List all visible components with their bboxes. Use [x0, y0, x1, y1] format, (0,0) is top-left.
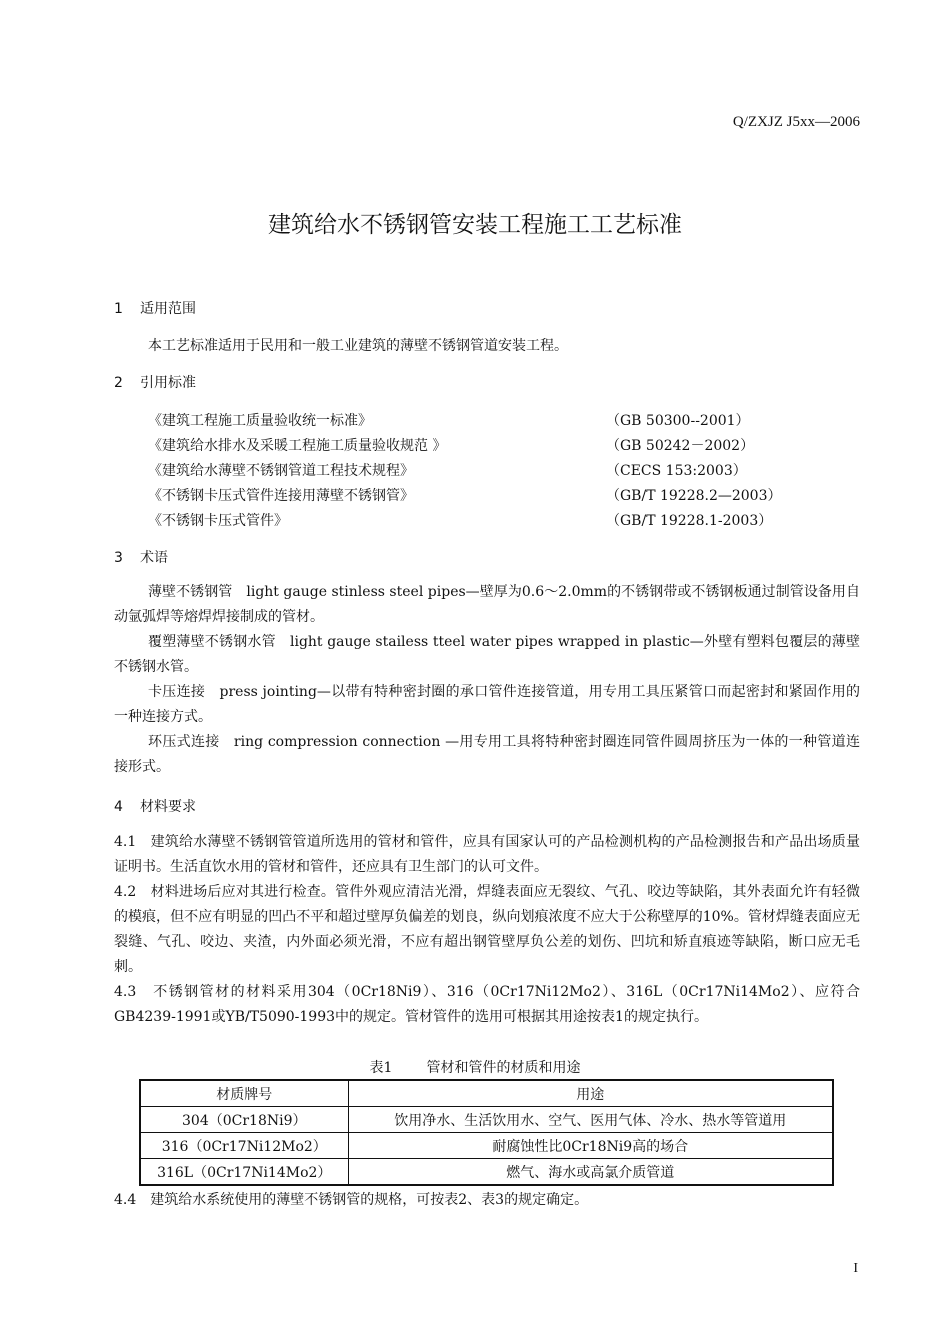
term-definition: 卡压连接 press jointing—以带有特种密封圈的承口管件连接管道，用专用工具压紧管口而起密封和紧固作用的一种连接方式。 — [114, 684, 860, 725]
term-definition: 环压式连接 ring compression connection —用专用工具将特种密封圈连同管件圆周挤压为一体的一种管道连接形式。 — [114, 734, 860, 775]
reference-code: （GB/T 19228.1-2003） — [606, 513, 773, 529]
table-row — [140, 1133, 833, 1159]
reference-code: （CECS 153:2003） — [606, 463, 747, 479]
reference-name: 《建筑工程施工质量验收统一标准》 — [148, 413, 372, 429]
section-3-heading — [114, 547, 168, 567]
clause-4-1: 4.1 建筑给水薄壁不锈钢管管道所选用的管材和管件，应具有国家认可的产品检测机构的产品检测报告和产品出场质量证明书。生活直饮水用的管材和管件，还应具有卫生部门的认可文件。 — [114, 834, 860, 875]
section-title: 术语 — [140, 550, 168, 566]
reference-code: （GB 50300--2001） — [606, 413, 750, 429]
materials-table — [139, 1079, 834, 1186]
section-number: 1 — [114, 301, 123, 317]
table-row — [140, 1159, 833, 1186]
reference-name: 《建筑给水薄壁不锈钢管道工程技术规程》 — [148, 463, 414, 479]
section-title: 材料要求 — [140, 799, 196, 815]
section-title: 引用标准 — [140, 375, 196, 391]
page-number: I — [853, 1261, 858, 1276]
section-number: 2 — [114, 375, 123, 391]
reference-name: 《不锈钢卡压式管件连接用薄壁不锈钢管》 — [148, 488, 414, 504]
table-cell: 316（0Cr17Ni12Mo2） — [140, 1133, 348, 1159]
term-definition: 薄壁不锈钢管 light gauge stinless steel pipes—壁厚为0.6～2.0mm的不锈钢带或不锈钢板通过制管设备用自动氩弧焊等熔焊焊接制成的管材。 — [114, 584, 860, 625]
section-title: 适用范围 — [140, 301, 196, 317]
table-header-cell: 材质牌号 — [140, 1080, 348, 1107]
table-cell: 耐腐蚀性比0Cr18Ni9高的场合 — [348, 1133, 833, 1159]
reference-code: （GB/T 19228.2—2003） — [606, 488, 782, 504]
clause-4-3: 4.3 不锈钢管材的材料采用304（0Cr18Ni9）、316（0Cr17Ni12Mo2）、316L（0Cr17Ni14Mo2）、应符合GB4239-1991或YB/T5090-1993中的规定。管材管件的选用可根据其用途按表1的规定执行。 — [114, 984, 860, 1025]
table-header-cell: 用途 — [348, 1080, 833, 1107]
table-cell: 饮用净水、生活饮用水、空气、医用气体、冷水、热水等管道用 — [348, 1107, 833, 1133]
table-caption — [0, 1057, 950, 1077]
table-caption-text: 管材和管件的材质和用途 — [426, 1060, 581, 1076]
scope-text: 本工艺标准适用于民用和一般工业建筑的薄壁不锈钢管道安装工程。 — [148, 338, 568, 354]
section-1-heading — [114, 298, 196, 318]
reference-name: 《建筑给水排水及采暖工程施工质量验收规范 》 — [148, 438, 447, 454]
table-cell: 316L（0Cr17Ni14Mo2） — [140, 1159, 348, 1186]
term-definition: 覆塑薄壁不锈钢水管 light gauge stailess tteel water pipes wrapped in plastic—外壁有塑料包覆层的薄壁不锈钢水管。 — [114, 634, 860, 675]
section-4-heading — [114, 796, 196, 816]
clause-4-4: 4.4 建筑给水系统使用的薄壁不锈钢管的规格，可按表2、表3的规定确定。 — [114, 1192, 589, 1208]
reference-code: （GB 50242－2002） — [606, 438, 755, 454]
clause-4-2: 4.2 材料进场后应对其进行检查。管件外观应清洁光滑，焊缝表面应无裂纹、气孔、咬边等缺陷，其外表面允许有轻微的模痕，但不应有明显的凹凸不平和超过壁厚负偏差的划良，纵向划痕浓度不应大于公称壁厚的10%。管材焊缝表面应无裂缝、气孔、咬边、夹渣，内外面必须光滑，不应有超出钢管壁厚负公差的划伤、凹坑和矫直痕迹等缺陷，断口应无毛刺。 — [114, 884, 860, 975]
page-title: 建筑给水不锈钢管安装工程施工工艺标准 — [268, 212, 682, 238]
section-number: 3 — [114, 550, 123, 566]
table-row — [140, 1107, 833, 1133]
reference-name: 《不锈钢卡压式管件》 — [148, 513, 288, 529]
section-number: 4 — [114, 799, 123, 815]
table-cell: 燃气、海水或高氯介质管道 — [348, 1159, 833, 1186]
table-header-row — [140, 1080, 833, 1107]
document-number: Q/ZXJZ J5xx—2006 — [732, 114, 860, 130]
section-2-heading — [114, 372, 196, 392]
table-cell: 304（0Cr18Ni9） — [140, 1107, 348, 1133]
table-label: 表1 — [369, 1060, 393, 1076]
